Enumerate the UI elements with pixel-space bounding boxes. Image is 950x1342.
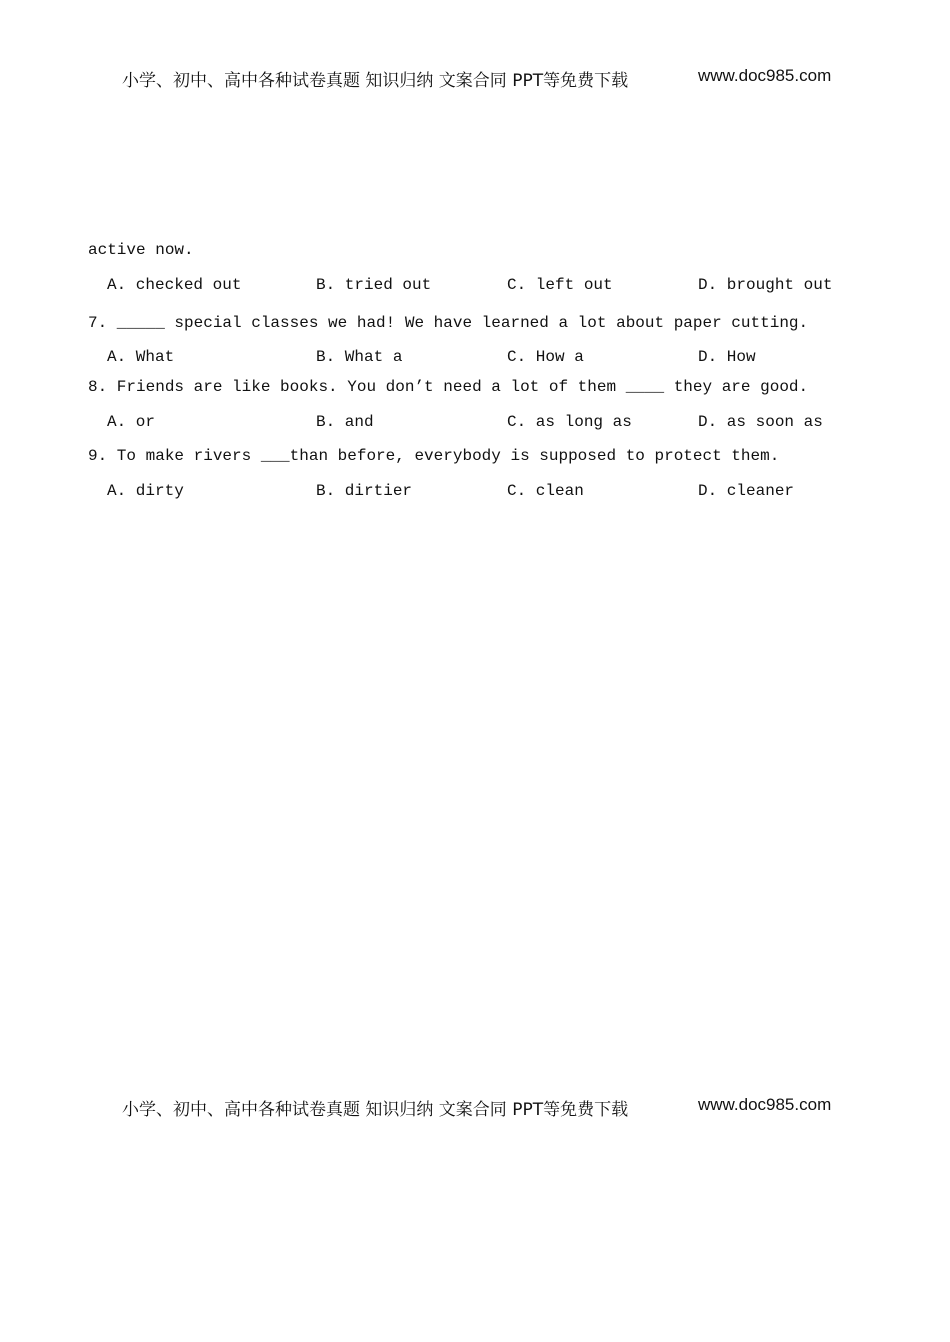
question-7-stem: 7. _____ special classes we had! We have learned a lot about paper cutting. (88, 314, 809, 332)
option-b: B. and (316, 413, 374, 431)
option-d: D. as soon as (698, 413, 823, 431)
option-b: B. What a (316, 348, 403, 366)
option-c: C. How a (507, 348, 584, 366)
question-6-continuation: active now. (88, 241, 194, 259)
question-8-stem: 8. Friends are like books. You don’t need a lot of them ____ they are good. (88, 378, 809, 396)
header-url: www.doc985.com (698, 66, 832, 85)
option-a: A. What (107, 348, 175, 366)
option-a: A. checked out (107, 276, 242, 294)
option-d: D. brought out (698, 276, 833, 294)
header-text: 小学、初中、高中各种试卷真题 知识归纳 文案合同 PPT等免费下载 (122, 71, 629, 91)
option-d: D. How (698, 348, 756, 366)
option-c: C. as long as (507, 413, 632, 431)
option-c: C. left out (507, 276, 613, 294)
question-9-stem: 9. To make rivers ___than before, everybody is supposed to protect them. (88, 447, 780, 465)
option-b: B. tried out (316, 276, 432, 294)
page-footer (122, 1095, 832, 1120)
option-d: D. cleaner (698, 482, 795, 500)
option-c: C. clean (507, 482, 584, 500)
footer-url: www.doc985.com (698, 1095, 832, 1114)
footer-text: 小学、初中、高中各种试卷真题 知识归纳 文案合同 PPT等免费下载 (122, 1100, 629, 1120)
page-header (122, 66, 832, 91)
option-a: A. dirty (107, 482, 184, 500)
option-b: B. dirtier (316, 482, 413, 500)
option-a: A. or (107, 413, 156, 431)
